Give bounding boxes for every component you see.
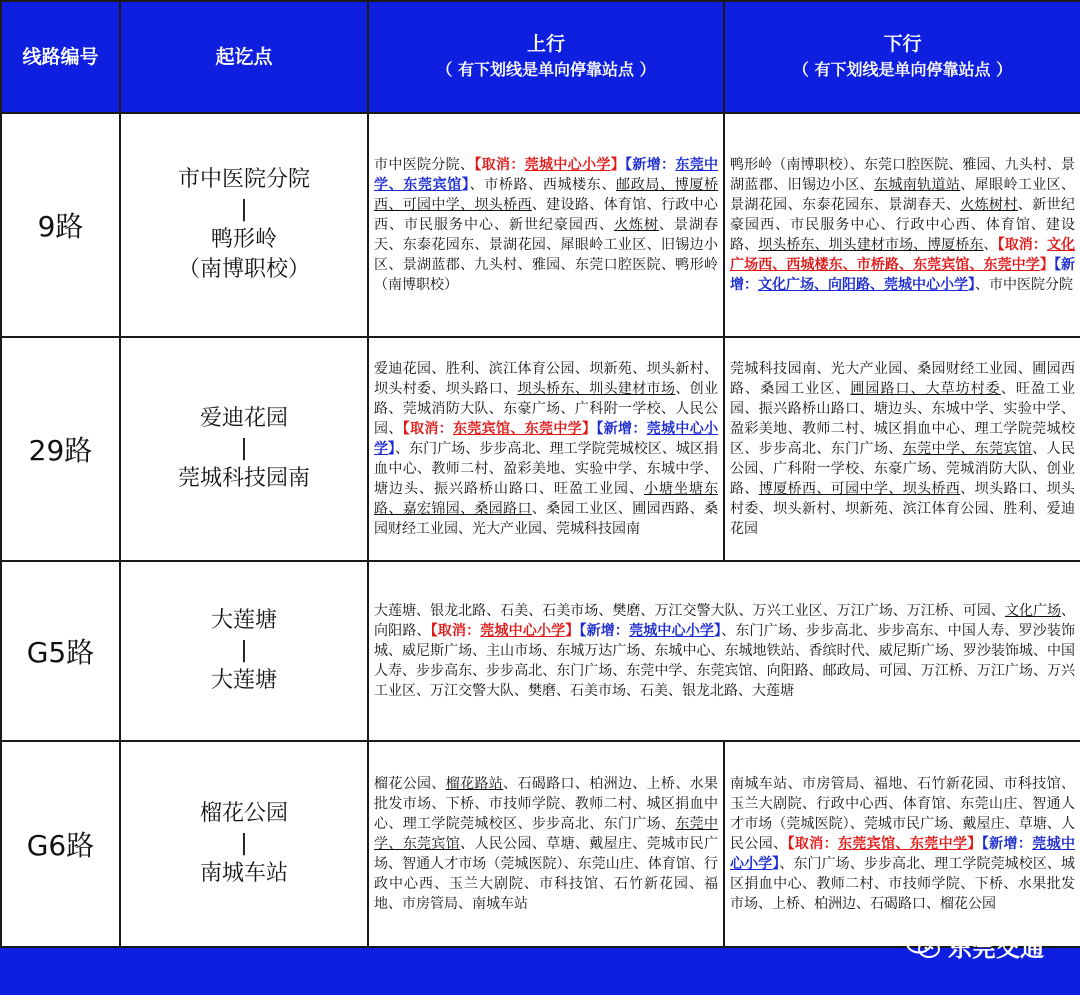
header-route-code: 线路编号 (1, 1, 120, 113)
route-destination: 莞城科技园南 (177, 466, 310, 491)
route-origin: 榴花公园 (199, 801, 288, 826)
stop-segment: 莞城中心小学 (730, 836, 1075, 872)
stop-segment: 】 (461, 177, 470, 193)
up-stops (368, 113, 724, 337)
header-down-title: 下行 (883, 33, 922, 55)
up-stops (368, 337, 724, 561)
stop-segment: 【新增： (596, 421, 647, 437)
stop-segment: 博厦桥西、可园中学、坝头桥西 (758, 481, 961, 497)
down-stops (724, 113, 1080, 337)
brand-name: 东莞交通 (948, 934, 1044, 962)
stop-segment: 邮政局、博厦桥西、可园中学、坝头桥西 (374, 177, 719, 213)
stop-segment: 、建设路、体育馆、行政中心西、市民服务中心、新世纪豪园西、 (374, 197, 719, 233)
stop-segment: 【新增： (981, 836, 1033, 852)
route-terminals (120, 741, 368, 947)
stop-segment: 【取消： (430, 623, 481, 639)
stop-segment: 爱迪花园、胜利、滨江体育公园、坝新苑、坝头新村、坝头村委、坝头路口、 (374, 361, 718, 397)
stop-segment: 【取消： (787, 836, 838, 852)
route-row-9 (1, 113, 1080, 337)
route-row-g6 (1, 741, 1080, 947)
stop-segment: 鸭形岭（南博职校）、东莞口腔医院、雅园、九头村、景湖蓝郡、旧锡边小区、 (730, 157, 1075, 193)
route-origin: 爱迪花园 (199, 406, 288, 431)
stop-segment: 大莲塘、银龙北路、石美、石美市场、樊磨、万江交警大队、万兴工业区、万江广场、万江桥、可园、 (374, 603, 1005, 619)
stop-segment: 】 (388, 441, 396, 457)
stop-segment: 】 (1039, 257, 1054, 273)
route-separator: | (240, 831, 248, 856)
stop-segment: 、石碣路口、柏洲边、上桥、水果批发市场、下桥、市技师学院、教师二村、城区捐血中心、理工学院莞城校区、步步高北、东门广场、 (374, 776, 719, 832)
stop-segment: 【新增： (625, 157, 676, 173)
stop-segment: 、市桥路、西城楼东、 (469, 177, 617, 193)
stop-segment: 、旺盈工业园、振兴路桥山路口、塘边头、东城中学、实验中学、盈彩美地、教师二村、城区捐血中心、理工学院莞城校区、步步高北、东门广场、 (730, 381, 1076, 457)
stop-segment: 、坝头路口、坝头村委、坝头新村、坝新苑、滨江体育公园、胜利、爱迪花园 (730, 481, 1076, 537)
stop-segment: 榴花公园、 (374, 776, 446, 792)
wechat-brand[interactable] (906, 928, 1044, 963)
stop-segment: 】 (772, 856, 780, 872)
route-code: 29路 (1, 337, 120, 561)
stop-segment: 、人民公园、草塘、戴屋庄、莞城市民广场、智通人才市场（莞城医院）、东莞山庄、体育馆、行政中心西、玉兰大剧院、市科技馆、石竹新花园、福地、市房管局、南城车站 (374, 836, 719, 912)
stop-segment: 、创业路、莞城消防大队、东豪广场、广科附一学校、人民公园、 (374, 381, 719, 437)
stop-segment: 、犀眼岭工业区、景湖花园、东泰花园东、景湖春天、 (730, 177, 1076, 213)
down-stops (724, 337, 1080, 561)
stop-segment: 火炼树村 (960, 197, 1018, 213)
route-destination: 鸭形岭 (210, 227, 277, 252)
stop-segment: 东莞宾馆、东莞中学 (453, 421, 583, 437)
stop-segment: 火炼树 (614, 217, 659, 233)
stop-segment: 莞城科技园南、光大产业园、桑园财经工业园、圃园西路、桑园工业区、 (730, 361, 1075, 397)
stop-segment: 东莞中学、东莞宾馆 (374, 157, 719, 193)
stop-segment: 东城南轨道站 (873, 177, 961, 193)
header-up-title: 上行 (526, 33, 565, 55)
stop-segment: 圃园路口、大草坊村委 (850, 381, 1001, 397)
stop-segment: 、东门广场、步步高北、理工学院莞城校区、城区捐血中心、教师二村、盈彩美地、实验中学、东城中学、塘边头、振兴路桥山路口、旺盈工业园、 (374, 441, 719, 497)
down-stops (724, 741, 1080, 947)
route-separator: | (240, 638, 248, 663)
up-stops (368, 741, 724, 947)
route-row-g5 (1, 561, 1080, 741)
route-destination: 南城车站 (199, 861, 288, 886)
stop-segment: 东莞中学、东莞宾馆 (374, 816, 719, 852)
stop-segment: 】 (968, 277, 975, 293)
stop-segment: 【取消： (997, 237, 1047, 253)
table-header-row (1, 1, 1080, 113)
stop-segment: 【取消： (474, 157, 525, 173)
route-row-29 (1, 337, 1080, 561)
route-code: G6路 (1, 741, 120, 947)
route-destination: 大莲塘 (210, 668, 277, 693)
stop-segment: 文化广场西、西城楼东、市桥路、东莞宾馆、东莞中学 (730, 237, 1076, 273)
wechat-icon (906, 932, 940, 960)
stop-segment: 莞城中心小学 (480, 623, 566, 639)
route-code: 9路 (1, 113, 120, 337)
stop-segment: 】 (582, 421, 597, 437)
header-down-direction (724, 1, 1080, 113)
stop-segment: 莞城中心小学 (374, 421, 719, 457)
header-up-note: （ 有下划线是单向停靠站点 ） (436, 60, 656, 79)
stop-segment: 、向阳路、 (374, 603, 1076, 639)
stop-segment: 】 (610, 157, 626, 173)
header-up-direction (368, 1, 724, 113)
stop-segment: 【新增： (730, 257, 1076, 293)
stop-segment: 榴花路站 (445, 776, 504, 792)
header-terminals: 起讫点 (120, 1, 368, 113)
stop-segment: 【新增： (579, 623, 630, 639)
stop-segment: 东莞中学、东莞宾馆 (902, 441, 1033, 457)
stop-segment: 】 (714, 623, 722, 639)
stop-segment: 、人民公园、广科附一学校、东豪广场、莞城消防大队、创业路、 (730, 441, 1076, 497)
route-terminals (120, 337, 368, 561)
stop-segment: 、新世纪豪园西、市民服务中心、行政中心西、体育馆、建设路、 (730, 197, 1076, 253)
route-destination-note: （南博职校） (177, 257, 310, 282)
stop-segment: 坝头桥东、圳头建材市场 (517, 381, 676, 397)
stop-segment: 南城车站、市房管局、福地、石竹新花园、市科技馆、玉兰大剧院、行政中心西、体育馆、东莞山庄、智通人才市场（莞城医院）、莞城市民广场、戴屋庄、草塘、人民公园、 (730, 776, 1075, 852)
stop-segment: 、景湖春天、东泰花园东、景湖花园、犀眼岭工业区、旧锡边小区、景湖蓝郡、九头村、雅园、东莞口腔医院、鸭形岭（南博职校） (374, 217, 718, 293)
route-origin: 大莲塘 (210, 608, 277, 633)
stop-segment: 文化广场、向阳路、莞城中心小学 (758, 277, 968, 293)
route-terminals (120, 561, 368, 741)
stop-segment: 【取消： (402, 421, 454, 437)
stop-segment: 莞城中心小学 (524, 157, 611, 173)
stop-segment: 小塘坐塘东路、嘉宏锦园、桑园路口 (374, 481, 718, 517)
stop-segment: 】 (967, 836, 982, 852)
route-terminals (120, 113, 368, 337)
loop-stops (368, 561, 1080, 741)
stop-segment: 莞城中心小学 (629, 623, 715, 639)
stop-segment: 坝头桥东、圳头建材市场、博厦桥东 (758, 237, 984, 253)
stop-segment: 、东门广场、步步高北、步步高东、中国人寿、罗沙装饰城、威尼斯广场、主山市场、东城万达广场、东城中心、东城地铁站、香缤时代、威尼斯广场、罗沙装饰城、中国人寿、步步高东、步步高北、东门广场、东莞中学、东莞宾馆、向阳路、邮政局、可园、万江桥、万江广场、万兴工业区、万江交警大队、樊磨、石美市场、石美、银龙北路、大莲塘 (374, 623, 1076, 699)
route-separator: | (240, 197, 248, 222)
stop-segment: 东莞宾馆、东莞中学 (838, 836, 968, 852)
route-origin: 市中医院分院 (177, 167, 310, 192)
route-separator: | (240, 436, 248, 461)
stop-segment: 、 (983, 237, 998, 253)
stop-segment: 、桑园工业区、圃园西路、桑园财经工业园、光大产业园、莞城科技园南 (374, 501, 719, 537)
route-code: G5路 (1, 561, 120, 741)
stop-segment: 】 (565, 623, 580, 639)
stop-segment: 、东门广场、步步高北、理工学院莞城校区、城区捐血中心、教师二村、市技师学院、下桥、水果批发市场、上桥、柏洲边、石碣路口、榴花公园 (730, 856, 1076, 912)
header-down-note: （ 有下划线是单向停靠站点 ） (792, 60, 1013, 79)
stop-segment: 市中医院分院、 (374, 157, 475, 173)
stop-segment: 、市中医院分院 (975, 277, 1073, 293)
stop-segment: 文化广场 (1004, 603, 1062, 619)
